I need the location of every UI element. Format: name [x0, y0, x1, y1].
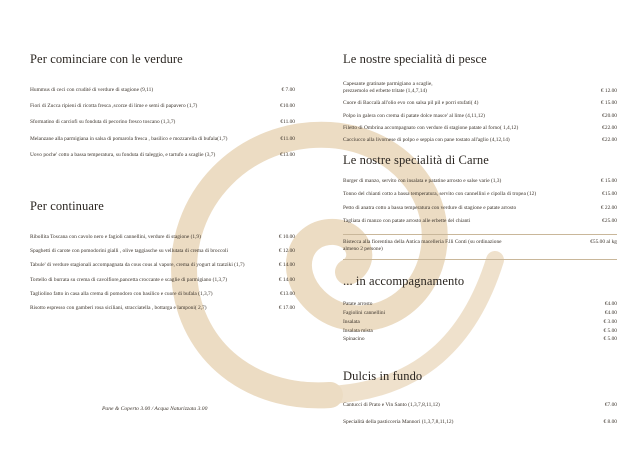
item-price: € 22.00	[600, 204, 617, 211]
menu-item	[30, 234, 295, 241]
item-price: €13.00	[280, 290, 295, 297]
item-name: Insalata	[343, 318, 360, 325]
item-name: Ribollita Toscana con cavolo nero e fagioli cannellini, verdure di stagione (1,9)	[30, 234, 201, 241]
item-price: €15.00	[602, 191, 617, 198]
item-price: €11.00	[280, 135, 295, 142]
menu-item	[30, 262, 295, 269]
item-name: Melanzane alla parmigiana in salsa di pomarola fresca , basilico e mozzarella di bufala(1,7)	[30, 135, 228, 142]
item-price: € 12.00	[278, 248, 295, 255]
menu-item-special	[343, 239, 617, 253]
item-price: €10.00	[280, 103, 295, 110]
menu-item	[343, 191, 617, 198]
divider	[343, 234, 617, 235]
menu-item	[343, 419, 617, 426]
item-price: €55.00 al kg	[590, 239, 617, 246]
menu-item	[30, 277, 295, 284]
item-name: Polpo in galera con crema di patate dolce masce' al lime (4,11,12)	[343, 112, 485, 119]
section-title-carne: Le nostre specialità di Carne	[343, 153, 489, 168]
item-name: Cantucci di Prato e Vin Santo (1,3,7,8,11,12)	[343, 402, 440, 409]
item-name: Tabule' di verdure stagionali accompagnata da cous cous al vapore, crema di yogurt al tzatziki (1,7)	[30, 262, 245, 269]
menu-item	[30, 87, 295, 94]
item-price: €4.00	[604, 310, 617, 317]
pesce-list	[343, 81, 617, 144]
item-name: Bistecca alla fiorentina della Antica macelleria F.lli Conti (su ordinazione almeno 2 persone)	[343, 239, 502, 253]
section-title-verdure: Per cominciare con le verdure	[30, 52, 183, 66]
continuare-list	[30, 234, 295, 312]
item-name: Spinacino	[343, 336, 365, 343]
item-price: €4.00	[604, 301, 617, 308]
item-price: € 15.00	[600, 178, 617, 185]
item-name: Tagliolino fatto in casa alla crema di pomodoro con basilico e cuore di bufala (1,3,7)	[30, 290, 213, 297]
item-name: Fagiolini cannellini	[343, 310, 386, 317]
item-price: €22.00	[602, 124, 617, 131]
item-name: Risotto espresso con gamberi rosa siciliani, stracciatella , bottarga e lamponi( 2,7)	[30, 305, 207, 312]
item-name: Fiori di Zucca ripieni di ricotta fresca ,scorze di lime e semi di papavero (1,7)	[30, 103, 198, 110]
item-name: Hummus di ceci con crudité di verdure di stagione (9,11)	[30, 87, 154, 93]
menu-item	[30, 291, 295, 298]
menu-item	[30, 248, 295, 255]
menu-item	[343, 137, 617, 144]
item-price: € 7.00	[281, 87, 295, 93]
accompagnamento-list	[343, 301, 617, 343]
menu-item	[343, 328, 617, 335]
right-menu-column	[343, 52, 617, 426]
item-name: Capesante gratinate parmigiano a scaglie, prezzemolo ed erbette tritate (1,4,7,14)	[343, 81, 433, 95]
menu-item	[343, 218, 617, 225]
item-price: € 5.00	[603, 336, 617, 343]
item-price: € 17.00	[278, 305, 295, 312]
verdure-list	[30, 87, 295, 159]
menu-item	[343, 310, 617, 317]
item-name: Cacciucco alla livornese di polpo e seppia con pane tostato all'aglio (4,12,14)	[343, 137, 510, 144]
cover-charge-note: Pane & Coperto 3.00 / Acqua Naturizzata 3.00	[102, 406, 208, 412]
section-title-continuare: Per continuare	[30, 199, 104, 214]
item-price: € 14.00	[278, 262, 295, 269]
menu-item	[30, 305, 295, 312]
item-price: € 14.00	[278, 276, 295, 283]
item-name: Sformatino di carciofi su fonduta di pecorino fresco toscano (1,3,7)	[30, 119, 176, 126]
menu-item	[30, 103, 295, 110]
item-price: €20.00	[602, 112, 617, 119]
item-price: €11.00	[280, 119, 295, 126]
item-price: € 3.00	[603, 318, 617, 325]
item-name: Tagliata di manzo con patate arrosto alle erbette del chianti	[343, 217, 471, 224]
menu-item	[343, 100, 617, 107]
item-name: Specialità della pasticceria Mannori (1,3,7,8,11,12)	[343, 418, 454, 425]
item-name: Spaghetti di carote con pomodorini gialli , olive taggiasche su vellutata di crema di broccoli	[30, 248, 229, 255]
item-price: € 10.00	[278, 234, 295, 241]
menu-item	[343, 125, 617, 132]
left-menu-column	[30, 52, 295, 312]
menu-item	[30, 119, 295, 126]
menu-item	[343, 81, 617, 95]
section-title-pesce: Le nostre specialità di pesce	[343, 52, 487, 66]
item-price: €22.00	[602, 137, 617, 144]
item-name: Patate arrosto	[343, 301, 373, 308]
item-name: Cuore di Baccalà all'olio evo con salsa pil pil e porri stufati( 4)	[343, 100, 479, 107]
menu-item	[343, 113, 617, 120]
menu-item	[30, 152, 295, 159]
item-name: Uovo poche' cotto a bassa temperatura, su fonduta di taleggio, e tartufo a scaglie (3,7)	[30, 151, 216, 158]
item-price: € 8.00	[603, 418, 617, 425]
divider	[343, 259, 617, 260]
menu-item	[343, 301, 617, 308]
item-price: € 15.00	[600, 100, 617, 107]
carne-list	[343, 178, 617, 260]
item-price: € 5.00	[603, 327, 617, 334]
section-title-accompagnamento: ... in accompagnamento	[343, 274, 465, 289]
item-name: Tortello di burrata su crema di cavolfiore,pancetta croccante e scaglie di parmigiano (1,3,7)	[30, 276, 228, 283]
dolci-list	[343, 402, 617, 425]
item-name: Insalata mista	[343, 327, 373, 334]
menu-item	[343, 336, 617, 343]
item-name: Filetto di Ombrina accompagnato con verdure di stagione patate al forno( 1,4,12)	[343, 124, 519, 131]
item-price: €25.00	[602, 217, 617, 224]
menu-item	[343, 402, 617, 409]
menu-item	[343, 319, 617, 326]
menu-item	[343, 178, 617, 185]
menu-item	[343, 205, 617, 212]
menu-item	[30, 136, 295, 143]
item-price: € 12.00	[600, 88, 617, 95]
section-title-dolci: Dulcis in fundo	[343, 369, 423, 384]
item-name: Petto di anatra cotto a bassa temperatura con verdure di stagione e patate arrosto	[343, 204, 517, 211]
item-name: Tonno del chianti cotto a bassa temperatura, servito con cannellini e cipolla di tropea (12)	[343, 191, 537, 198]
item-price: €7.00	[604, 402, 617, 409]
item-name: Burger di manzo, servito con insalata e patatine arrosto e salse varie (1,3)	[343, 178, 502, 185]
item-price: €13.00	[280, 151, 295, 158]
